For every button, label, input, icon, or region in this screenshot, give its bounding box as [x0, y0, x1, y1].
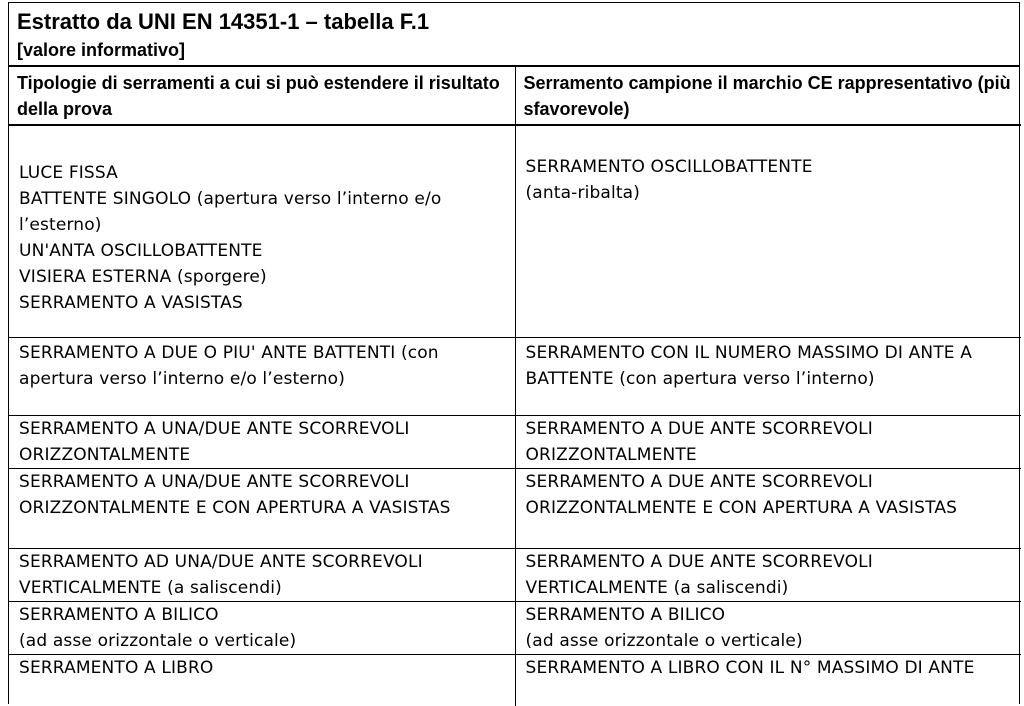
document-title: Estratto da UNI EN 14351-1 – tabella F.1 — [17, 9, 430, 34]
table-header-row — [9, 67, 1021, 125]
table-cell-campione: SERRAMENTO A LIBRO CON IL N° MASSIMO DI ANTE — [525, 657, 975, 678]
table-row — [9, 125, 1021, 337]
table-row — [9, 654, 1021, 706]
table-cell-tipologia: SERRAMENTO A BILICO (ad asse orizzontale o verticale) — [9, 601, 515, 654]
table-cell-tipologia: SERRAMENTO A UNA/DUE ANTE SCORREVOLI ORIZZONTALMENTE — [9, 415, 515, 468]
table-row — [9, 415, 1021, 468]
table-cell-tipologia: SERRAMENTO AD UNA/DUE ANTE SCORREVOLI VERTICALMENTE (a saliscendi) — [9, 548, 515, 601]
table-row — [9, 337, 1021, 415]
table-cell-campione: SERRAMENTO A BILICO (ad asse orizzontale o verticale) — [515, 601, 1021, 654]
table-cell-campione: SERRAMENTO CON IL NUMERO MASSIMO DI ANTE A BATTENTE (con apertura verso l’interno) — [515, 337, 1021, 415]
table-row — [9, 548, 1021, 601]
table-cell-campione: SERRAMENTO A DUE ANTE SCORREVOLI ORIZZONTALMENTE — [515, 415, 1021, 468]
table-cell-tipologia: SERRAMENTO A DUE O PIU' ANTE BATTENTI (con apertura verso l’interno e/o l’esterno) — [9, 337, 515, 415]
table-row — [9, 601, 1021, 654]
table-cell-tipologia: SERRAMENTO A UNA/DUE ANTE SCORREVOLI ORIZZONTALMENTE E CON APERTURA A VASISTAS — [9, 468, 515, 548]
title-block — [9, 3, 1019, 67]
header-serramento-campione: Serramento campione il marchio CE rappresentativo (più sfavorevole) — [515, 67, 1021, 125]
table-cell-campione: SERRAMENTO A DUE ANTE SCORREVOLI ORIZZONTALMENTE E CON APERTURA A VASISTAS — [515, 468, 1021, 548]
table-cell-campione: SERRAMENTO A DUE ANTE SCORREVOLI VERTICALMENTE (a saliscendi) — [515, 548, 1021, 601]
table-row — [9, 468, 1021, 548]
table-cell-tipologia: LUCE FISSA BATTENTE SINGOLO (apertura verso l’interno e/o l’esterno) UN'ANTA OSCILLOBATTENTE VISIERA ESTERNA (sporgere) SERRAMENTO A VASISTAS — [9, 125, 515, 337]
header-tipologie: Tipologie di serramenti a cui si può estendere il risultato della prova — [9, 67, 515, 125]
document-extract — [8, 2, 1020, 704]
table-cell-tipologia: SERRAMENTO A LIBRO — [9, 654, 515, 706]
document-subtitle: [valore informativo] — [17, 40, 186, 60]
comparison-table — [9, 67, 1021, 706]
table-cell-campione: SERRAMENTO OSCILLOBATTENTE (anta-ribalta) — [515, 125, 1021, 337]
